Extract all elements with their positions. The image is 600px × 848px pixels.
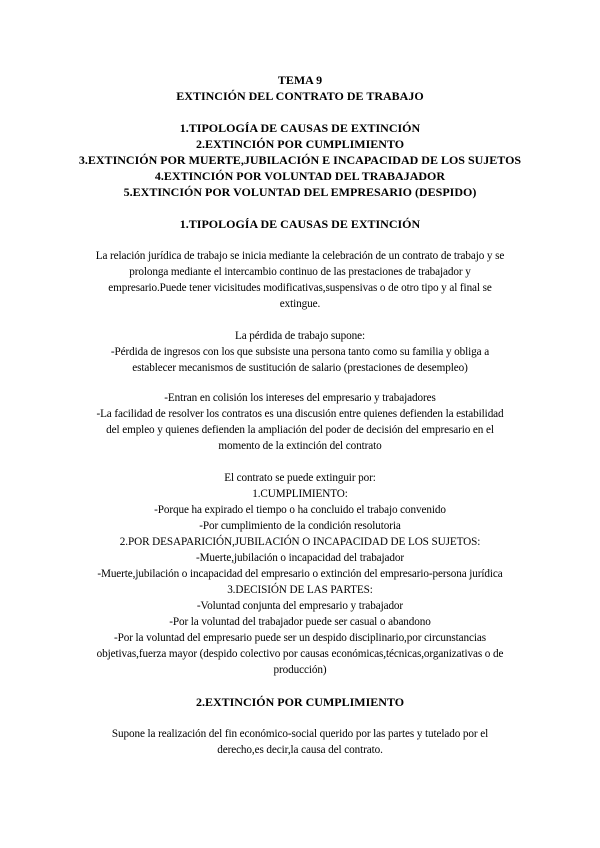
paragraph-line: La pérdida de trabajo supone: bbox=[234, 330, 366, 342]
paragraph-line: -La facilidad de resolver los contratos es una discusión entre quienes defienden la estabilidad bbox=[96, 408, 504, 420]
tema-number: TEMA 9 bbox=[277, 73, 323, 87]
paragraph-line: establecer mecanismos de sustitución de salario (prestaciones de desempleo) bbox=[132, 362, 468, 374]
paragraph-line: producción) bbox=[273, 664, 327, 676]
paragraph-line: -Porque ha expirado el tiempo o ha concluido el trabajo convenido bbox=[154, 504, 446, 516]
paragraph-line: empresario.Puede tener vicisitudes modificativas,suspensivas o de otro tipo y al final se bbox=[108, 282, 492, 294]
index-item: 2.EXTINCIÓN POR CUMPLIMIENTO bbox=[195, 137, 405, 151]
paragraph-line: -Muerte,jubilación o incapacidad del trabajador bbox=[195, 552, 405, 564]
section2-heading: 2.EXTINCIÓN POR CUMPLIMIENTO bbox=[195, 695, 405, 709]
paragraph-line: -Por la voluntad del empresario puede ser un despido disciplinario,por circunstancias bbox=[113, 632, 487, 644]
paragraph-line: derecho,es decir,la causa del contrato. bbox=[217, 744, 383, 756]
paragraph-line: -Por la voluntad del trabajador puede ser casual o abandono bbox=[169, 616, 431, 628]
paragraph-line: -Muerte,jubilación o incapacidad del empresario o extinción del empresario-persona jurídica bbox=[97, 568, 503, 580]
cause-heading: 2.POR DESAPARICIÓN,JUBILACIÓN O INCAPACIDAD DE LOS SUJETOS: bbox=[119, 536, 481, 548]
index-item: 1.TIPOLOGÍA DE CAUSAS DE EXTINCIÓN bbox=[179, 121, 421, 135]
paragraph-line: extingue. bbox=[279, 298, 321, 310]
paragraph-line: del empleo y quienes defienden la ampliación del poder de decisión del empresario en el bbox=[106, 424, 494, 436]
section1-heading: 1.TIPOLOGÍA DE CAUSAS DE EXTINCIÓN bbox=[179, 217, 421, 231]
cause-heading: 3.DECISIÓN DE LAS PARTES: bbox=[227, 584, 373, 596]
paragraph-line: objetivas,fuerza mayor (despido colectivo por causas económicas,técnicas,organizativas o de bbox=[96, 648, 504, 660]
paragraph-line: -Por cumplimiento de la condición resolutoria bbox=[199, 520, 401, 532]
index-item: 4.EXTINCIÓN POR VOLUNTAD DEL TRABAJADOR bbox=[154, 169, 446, 183]
paragraph-line: momento de la extinción del contrato bbox=[218, 440, 382, 452]
paragraph-line: Supone la realización del fin económico-social querido por las partes y tutelado por el bbox=[111, 728, 489, 740]
paragraph-line: El contrato se puede extinguir por: bbox=[224, 472, 376, 484]
cause-heading: 1.CUMPLIMIENTO: bbox=[252, 488, 348, 500]
paragraph-line: La relación jurídica de trabajo se inicia mediante la celebración de un contrato de trabajo y se bbox=[95, 250, 505, 262]
document-title: EXTINCIÓN DEL CONTRATO DE TRABAJO bbox=[176, 89, 424, 103]
paragraph-line: prolonga mediante el intercambio continuo de las prestaciones de trabajador y bbox=[129, 266, 471, 278]
index-item: 3.EXTINCIÓN POR MUERTE,JUBILACIÓN E INCAPACIDAD DE LOS SUJETOS bbox=[78, 153, 522, 167]
index-item: 5.EXTINCIÓN POR VOLUNTAD DEL EMPRESARIO (DESPIDO) bbox=[123, 185, 477, 199]
paragraph-line: -Voluntad conjunta del empresario y trabajador bbox=[196, 600, 404, 612]
paragraph-line: -Entran en colisión los intereses del empresario y trabajadores bbox=[164, 392, 436, 404]
paragraph-line: -Pérdida de ingresos con los que subsiste una persona tanto como su familia y obliga a bbox=[110, 346, 490, 358]
